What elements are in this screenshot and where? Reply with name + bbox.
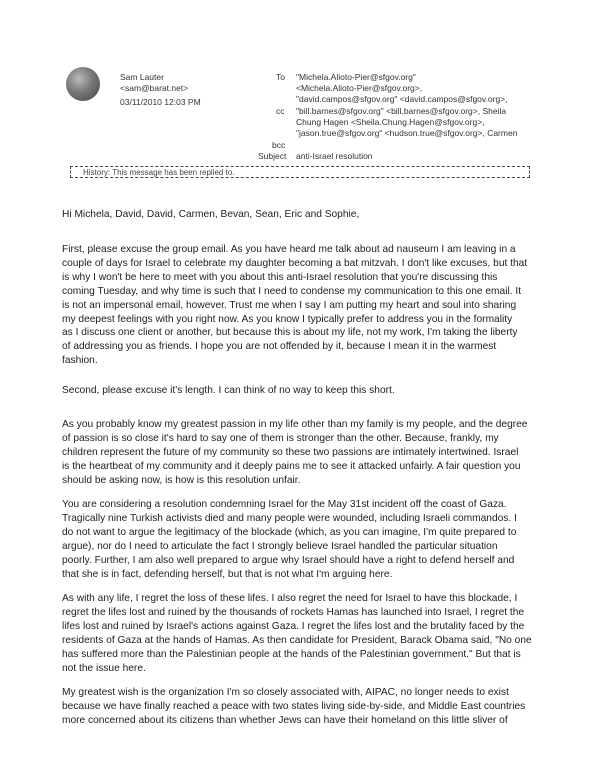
p6-line: because we have finally reached a peace with two states living side-by-side, and Middle East countries: [62, 700, 526, 712]
p2-line: Second, please excuse it's length. I can think of no way to keep this short.: [62, 385, 395, 396]
p3-line: should be asking now, is how is this resolution unfair.: [62, 474, 301, 486]
p4-line: argue), nor do I need to articulate the fact I strongly believe Israel handled the particular situation: [62, 540, 498, 552]
p1-line: is why I won't be here to meet with you about this anti-Israel resolution that you're discussing this: [62, 271, 498, 283]
p4-line: that she is in fact, defending herself, but that is not what I'm arguing here.: [62, 568, 393, 580]
p1-line: my deepest feelings with you right now. As you know I typically prefer to address you in the formality: [62, 313, 513, 325]
to-line-1: "Michela.Alioto-Pier@sfgov.org": [296, 72, 416, 82]
history-bar: History: This message has been replied to.: [70, 166, 530, 178]
to-label: To: [276, 72, 285, 82]
to-line-3: "david.campos@sfgov.org" <david.campos@sfgov.org>,: [296, 94, 508, 104]
greeting: [62, 208, 524, 222]
p4-line: poorly. Further, I am also well prepared to argue why Israel should have a right to defend herself and: [62, 554, 515, 566]
paragraph-6: [62, 686, 524, 728]
cc-line-3: "jason.true@sfgov.org" <hudson.true@sfgov.org>, Carmen: [296, 128, 518, 138]
p1-line: couple of days for Israel to celebrate my daughter becoming a bat mitzvah. I don't like excuses, but that: [62, 257, 528, 269]
p3-line: is the heartbeat of my community and it deeply pains me to see it attacked unfairly. A fair question you: [62, 460, 521, 472]
p3-line: of passion is so close it's hard to say one of them is stronger than the other. Because, frankly, my: [62, 432, 499, 444]
subject-text: anti-Israel resolution: [296, 151, 373, 161]
p1-line: is not an impersonal email, however. Trust me when I say I am putting my heart and soul into sharing: [62, 299, 517, 311]
p5-line: regret the lifes lost and ruined by the thousands of rockets Hamas has launched into Israel, I regret the: [62, 606, 525, 618]
p1-line: of addressing you as friends. I hope you are not offended by it, because I mean it in the warmest: [62, 341, 497, 353]
p3-line: children represent the future of my community so these two passions are intimately intertwined. Israel: [62, 446, 519, 458]
p5-line: has suffered more than the Palestinian people at the hands of the Palestinian government." But that is: [62, 648, 521, 660]
paragraph-5: [62, 592, 532, 675]
p6-line: My greatest wish is the organization I'm so closely associated with, AIPAC, no longer needs to exist: [62, 687, 509, 698]
p5-line: residents of Gaza at the hands of Hamas. As then candidate for President, Barack Obama said, "No one: [62, 634, 532, 646]
p1-line: as I discuss one client or another, but because this is about my life, not my work, I'm taking the liberty: [62, 327, 518, 339]
paragraph-4: [62, 498, 524, 581]
p1-line: fashion.: [62, 355, 98, 367]
cc-label: cc: [276, 106, 285, 116]
p4-line: do not want to argue the legitimacy of the blockade (which, as you can imagine, I'm quite prepared to: [62, 526, 517, 538]
sender-name: Sam Lauter: [120, 72, 164, 82]
greeting-line: Hi Michela, David, David, Carmen, Bevan, Sean, Eric and Sophie,: [62, 209, 360, 220]
p6-line: more concerned about its citizens than whether Jews can have their homeland on this little sliver of: [62, 714, 508, 726]
sent-date: 03/11/2010 12:03 PM: [120, 97, 201, 107]
p1-line: coming Tuesday, and why time is such that I need to condense my communication to this one email. It: [62, 285, 522, 297]
p1-line: First, please excuse the group email. As you have heard me talk about ad nauseum I am leaving in a: [62, 244, 516, 255]
p4-line: Tragically nine Turkish activists died and many people were wounded, including Israeli commandos. I: [62, 512, 517, 524]
sender-email: <sam@barat.net>: [120, 83, 189, 93]
cc-line-2: Chung Hagen <Sheila.Chung.Hagen@sfgov.org>,: [296, 117, 485, 127]
p3-line: As you probably know my greatest passion in my life other than my family is my people, and the degree: [62, 419, 528, 430]
paragraph-2: [62, 384, 524, 398]
paragraph-3: [62, 418, 528, 488]
p5-line: As with any life, I regret the loss of these lifes. I also regret the need for Israel to have this blockade, I: [62, 593, 518, 604]
paragraph-1: [62, 243, 528, 368]
p4-line: You are considering a resolution condemning Israel for the May 31st incident off the coast of Gaza.: [62, 499, 507, 510]
subject-label: Subject: [258, 151, 287, 161]
to-line-2: <Michela.Alioto-Pier@sfgov.org>,: [296, 83, 423, 93]
bcc-label: bcc: [272, 140, 286, 150]
p5-line: lifes lost and ruined by Israel's actions against Gaza. I regret the lifes lost and the brutality faced by the: [62, 620, 525, 632]
sender-avatar-globe: [66, 67, 100, 101]
p5-line: not the issue here.: [62, 662, 146, 674]
cc-line-1: "bill.barnes@sfgov.org" <bill.barnes@sfgov.org>, Sheila: [296, 106, 507, 116]
